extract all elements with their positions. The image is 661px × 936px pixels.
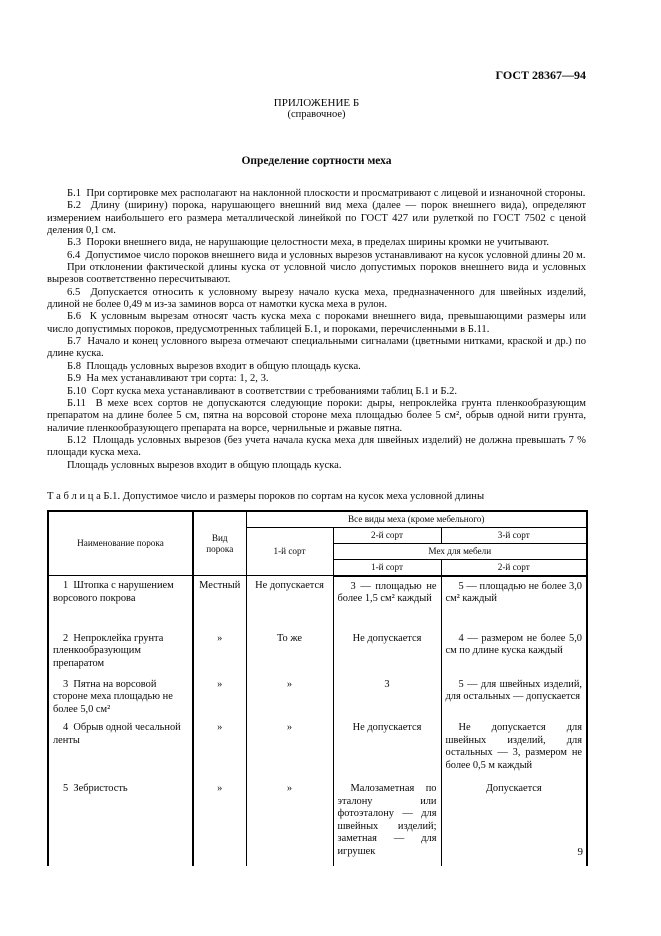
body-paragraph: Б.10 Сорт куска меха устанавливают в соответствии с требованиями таблиц Б.1 и Б.2. [67,385,458,397]
col-header-sort-2: 2-й сорт [333,527,441,543]
defect-kind-cell: » [193,675,246,719]
col-header-group-all-fur: Все виды меха (кроме мебельного) [246,511,587,528]
defect-kind-cell: Местный [193,576,246,629]
defect-kind-cell: » [193,718,246,779]
table-row [48,779,587,866]
sort2-cell: Не допускается [333,718,441,779]
sort3-cell: 5 — для швейных изделий, для остальных — допускается [441,675,587,719]
col-header-defect-name: Наименование порока [48,511,193,576]
appendix-title: ПРИЛОЖЕНИЕ Б [273,97,360,109]
sort2-cell: Малозаметная по эталону или фотоэталону — для швейных изделий; заметная — для игрушек [333,779,441,866]
sort3-cell: Не допускается для швейных изделий, для остальных — 3, размером не более 0,5 м каждый [441,718,587,779]
sort3-cell: 5 — площадью не более 3,0 см² каждый [441,576,587,629]
body-paragraph: Б.7 Начало и конец условного выреза отмечают специальными сигналами (цветными нитками, краской и др.) по длине куска. [47,336,586,360]
defect-kind-cell: » [193,629,246,675]
body-paragraph: Б.6 К условным вырезам относят часть куска меха с пороками внешнего вида, превышающими размеры или число допустимых пороков, предусмотренных таблицей Б.1, и пороками, перечисленными в Б.11. [47,311,586,335]
table-caption: Т а б л и ц а Б.1. Допустимое число и размеры пороков по сортам на кусок меха условной длины [47,490,485,502]
section-title: Определение сортности меха [241,155,392,167]
col-header-sort-1: 1-й сорт [246,527,333,576]
sort1-cell: То же [246,629,333,675]
body-paragraph: 6.4 Допустимое число пороков внешнего вида и условных вырезов устанавливают на кусок условной длины 20 м. [67,249,586,261]
appendix-subtitle: (справочное) [287,109,346,120]
defect-name-cell: 1 Штопка с нарушением ворсового покрова [48,576,193,629]
col-header-furniture-sort-2: 2-й сорт [441,559,587,576]
col-header-furniture-fur: Мех для мебели [333,543,587,559]
sort2-cell: 3 — площадью не более 1,5 см² каждый [333,576,441,629]
col-header-furniture-sort-1: 1-й сорт [333,559,441,576]
sort1-cell: Не допускается [246,576,333,629]
defect-name-cell: 4 Обрыв одной чесальной ленты [48,718,193,779]
body-paragraph: Б.12 Площадь условных вырезов (без учета начала куска меха для швейных изделий) не должна превышать 7 % площади куска меха. [47,434,586,459]
body-text [47,188,586,472]
sort1-cell: » [246,675,333,719]
page-number: 9 [577,846,583,858]
defect-name-cell: 2 Непроклейка грунта пленкообразующим препаратом [48,629,193,675]
defect-kind-cell: » [193,779,246,866]
col-header-defect-kind: Вид порока [193,511,246,576]
sort3-cell: 4 — размером не более 5,0 см по длине куска каждый [441,629,587,675]
body-paragraph: 6.5 Допускается относить к условному вырезу начало куска меха, предназначенного для швейных изделий, длиной не более 0,49 м из-за заминов ворса от намотки куска меха в рулон. [47,286,586,311]
sort1-cell: » [246,779,333,866]
sort1-cell: » [246,718,333,779]
table-row [48,718,587,779]
body-paragraph: Площадь условных вырезов входит в общую площадь куска. [67,459,342,471]
body-paragraph: Б.1 При сортировке мех располагают на наклонной плоскости и просматривают с лицевой и изнаночной стороны. [67,188,586,199]
appendix-block [47,97,586,121]
sort3-cell: Допускается [441,779,587,866]
body-paragraph: Б.9 На мех устанавливают три сорта: 1, 2, 3. [67,373,269,385]
body-paragraph: Б.8 Площадь условных вырезов входит в общую площадь куска. [67,360,361,372]
body-paragraph: Б.2 Длину (ширину) порока, нарушающего внешний вид меха (далее — порок внешнего вида), определяют измерением наибольшего его размера металлической линейкой по ГОСТ 427 или рулеткой по ГОСТ 7502 с ценой деления 0,1 см. [47,200,586,237]
body-paragraph: Б.3 Пороки внешнего вида, не нарушающие целостности меха, в пределах ширины кромки не учитывают. [67,237,549,249]
col-header-sort-3: 3-й сорт [441,527,587,543]
defect-name-cell: 5 Зебристость [48,779,193,866]
table-row [48,675,587,719]
doc-number: ГОСТ 28367—94 [495,68,586,82]
sort2-cell: 3 [333,675,441,719]
body-paragraph: Б.11 В мехе всех сортов не допускаются следующие пороки: дыры, непроклейка грунта пленкообразующим препаратом на длине более 5 см, пятна на ворсовой стороне меха площадью более 5 см², обрыв одной нити грунта, наличие пленкообразующего препарата на ворсе, чернильные и ржавые пятна. [47,397,586,434]
body-paragraph: При отклонении фактической длины куска от условной число допустимых пороков внешнего вида и условных вырезов соответственно пересчитывают. [47,262,586,286]
sort2-cell: Не допускается [333,629,441,675]
defects-table [47,510,588,867]
table-row [48,629,587,675]
table-row [48,576,587,629]
defect-name-cell: 3 Пятна на ворсовой стороне меха площадью не более 5,0 см² [48,675,193,719]
